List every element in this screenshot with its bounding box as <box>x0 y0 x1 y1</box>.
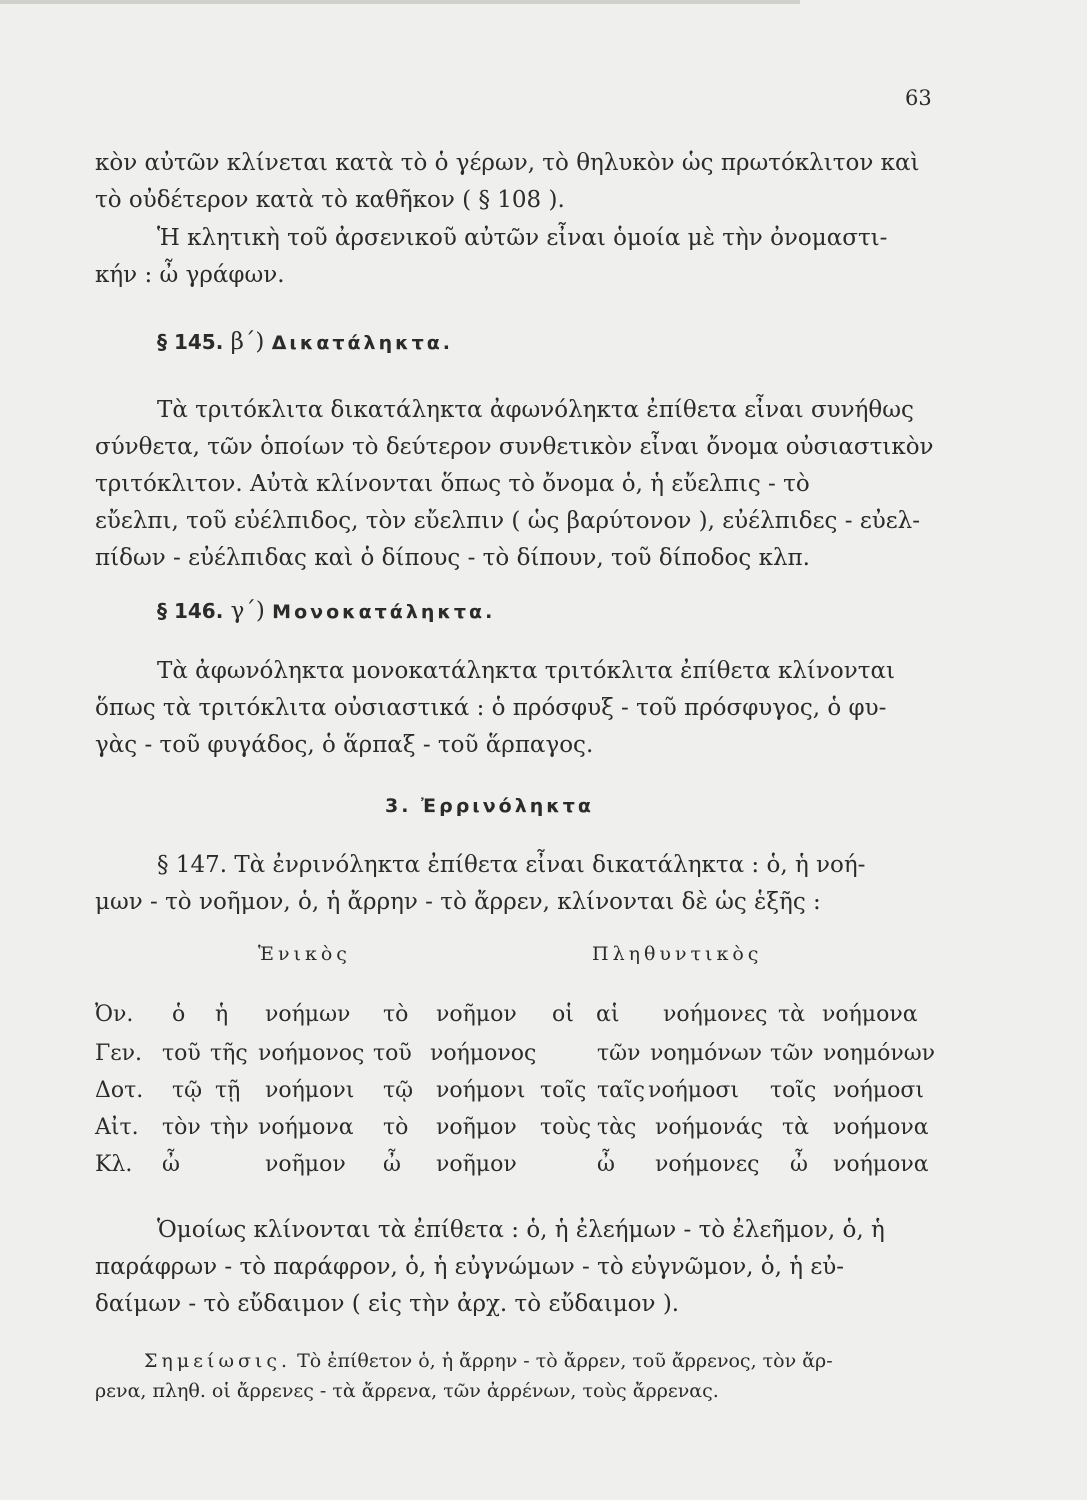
table-cell: νοήμονι <box>436 1078 526 1103</box>
paragraph-line: μων - τὸ νοῆμον, ὁ, ἡ ἄρρην - τὸ ἄρρεν, κλίνονται δὲ ὡς ἑξῆς : <box>95 889 821 915</box>
table-cell: νοήμονες <box>663 1002 768 1027</box>
table-cell: ὁ <box>172 1002 186 1027</box>
table-cell: νοημόνων <box>823 1041 936 1066</box>
table-cell: ἡ <box>215 1002 229 1027</box>
section-title: Μονοκατάληκτα. <box>272 601 496 623</box>
table-cell: τὸ <box>383 1002 409 1027</box>
section-letter: β΄) <box>230 329 265 355</box>
table-cell: τῷ <box>172 1078 203 1103</box>
note-label: Σημείωσις. <box>144 1350 292 1372</box>
paragraph-line: σύνθετα, τῶν ὁποίων τὸ δεύτερον συνθετικὸν εἶναι ὄνομα οὐσιαστικὸν <box>95 434 934 460</box>
table-cell: ὦ <box>383 1152 401 1177</box>
note-line <box>144 1348 934 1374</box>
table-cell: τὸ <box>383 1115 409 1140</box>
text-line: τὸ οὐδέτερον κατὰ τὸ καθῆκον ( § 108 ). <box>95 187 565 213</box>
plural-header: Πληθυντικὸς <box>592 943 763 965</box>
paragraph-line: εὔελπι, τοῦ εὐέλπιδος, τὸν εὔελπιν ( ὡς βαρύτονον ), εὐέλπιδες - εὐελ- <box>95 508 920 534</box>
paragraph-line: τριτόκλιτον. Αὐτὰ κλίνονται ὅπως τὸ ὄνομα ὁ, ἡ εὔελπις - τὸ <box>95 471 810 497</box>
paragraph-line: § 147. Τὰ ἐνρινόληκτα ἐπίθετα εἶναι δικατάληκτα : ὁ, ἡ νοή- <box>157 852 866 878</box>
paragraph-line: γὰς - τοῦ φυγάδος, ὁ ἅρπαξ - τοῦ ἅρπαγος. <box>95 732 594 758</box>
table-cell: νοήμονα <box>833 1152 929 1177</box>
table-cell: νοήμονος <box>430 1041 537 1066</box>
table-cell: νοήμων <box>265 1002 351 1027</box>
table-cell: νοήμονι <box>265 1078 355 1103</box>
paragraph-line: Ὁμοίως κλίνονται τὰ ἐπίθετα : ὁ, ἡ ἐλεήμων - τὸ ἐλεῆμον, ὁ, ἡ <box>157 1217 885 1243</box>
table-cell: αἱ <box>596 1002 620 1027</box>
case-label: Δοτ. <box>95 1078 144 1103</box>
paragraph-line: Τὰ τριτόκλιτα δικατάληκτα ἀφωνόληκτα ἐπίθετα εἶναι συνήθως <box>157 397 914 423</box>
table-cell: νοήμοσι <box>648 1078 739 1103</box>
table-cell: νοήμονα <box>833 1115 929 1140</box>
table-cell: τοὺς <box>540 1115 592 1140</box>
table-cell: οἱ <box>552 1002 574 1027</box>
page-number: 63 <box>905 86 932 110</box>
case-label: Κλ. <box>95 1152 133 1177</box>
table-cell: νοῆμον <box>436 1002 517 1027</box>
table-cell: τῆς <box>210 1041 248 1066</box>
table-cell: νοῆμον <box>265 1152 346 1177</box>
table-cell: τοῦ <box>162 1041 201 1066</box>
table-cell: τῇ <box>215 1078 241 1103</box>
table-cell: τὰς <box>597 1115 637 1140</box>
table-cell: ὦ <box>597 1152 615 1177</box>
singular-header: Ἑνικὸς <box>258 943 351 965</box>
table-cell: τῶν <box>597 1041 641 1066</box>
text-line: κὸν αὐτῶν κλίνεται κατὰ τὸ ὁ γέρων, τὸ θηλυκὸν ὡς πρωτόκλιτον καὶ <box>95 150 920 176</box>
table-cell: τῶν <box>770 1041 814 1066</box>
case-label: Ὀν. <box>95 1002 134 1027</box>
subsection-title: 3. Ἐρρινόληκτα <box>385 795 594 817</box>
table-cell: ὦ <box>162 1152 180 1177</box>
section-number: § 146. <box>157 599 224 623</box>
table-cell: τὰ <box>782 1115 810 1140</box>
paragraph-line: δαίμων - τὸ εὔδαιμον ( εἰς τὴν ἀρχ. τὸ εὔδαιμον ). <box>95 1291 680 1317</box>
section-title: Δικατάληκτα. <box>271 332 454 354</box>
section-145-heading <box>157 327 935 358</box>
table-cell: νοήμονα <box>258 1115 354 1140</box>
section-number: § 145. <box>157 330 224 354</box>
subsection-heading <box>385 790 785 821</box>
table-cell: τῷ <box>383 1078 414 1103</box>
table-cell: τοῖς <box>770 1078 817 1103</box>
table-cell: νοήμονα <box>822 1002 918 1027</box>
table-cell: τὸν <box>162 1115 201 1140</box>
table-cell: ὦ <box>790 1152 808 1177</box>
table-cell: νοήμοσι <box>833 1078 924 1103</box>
note-text: Τὸ ἐπίθετον ὁ, ἡ ἄρρην - τὸ ἄρρεν, τοῦ ἄρρενος, τὸν ἄρ- <box>297 1350 833 1372</box>
case-label: Αἰτ. <box>95 1115 139 1140</box>
table-cell: νοήμονες <box>655 1152 760 1177</box>
paragraph-line: παράφρων - τὸ παράφρον, ὁ, ἡ εὐγνώμων - τὸ εὐγνῶμον, ὁ, ἡ εὐ- <box>95 1254 845 1280</box>
case-label: Γεν. <box>95 1041 143 1066</box>
section-146-heading <box>157 596 935 627</box>
paragraph-line: πίδων - εὐέλπιδας καὶ ὁ δίπους - τὸ δίπουν, τοῦ δίποδος κλπ. <box>95 545 810 571</box>
table-cell: νοήμονάς <box>655 1115 763 1140</box>
table-cell: νοημόνων <box>650 1041 763 1066</box>
top-border <box>0 0 800 4</box>
table-cell: νοήμονος <box>258 1041 365 1066</box>
note-line: ρενα, πληθ. οἱ ἄρρενες - τὰ ἄρρενα, τῶν ἀρρένων, τοὺς ἄρρενας. <box>95 1380 719 1402</box>
table-cell: ταῖς <box>597 1078 645 1103</box>
table-cell: νοῆμον <box>436 1115 517 1140</box>
table-cell: τοῦ <box>373 1041 412 1066</box>
paragraph-line: Τὰ ἀφωνόληκτα μονοκατάληκτα τριτόκλιτα ἐπίθετα κλίνονται <box>157 658 896 684</box>
text-line: Ἡ κλητικὴ τοῦ ἀρσενικοῦ αὐτῶν εἶναι ὁμοία μὲ τὴν ὀνομαστι- <box>157 225 888 251</box>
section-letter: γ΄) <box>230 598 265 624</box>
table-cell: τὴν <box>210 1115 249 1140</box>
table-cell: νοῆμον <box>436 1152 517 1177</box>
paragraph-line: ὅπως τὰ τριτόκλιτα οὐσιαστικά : ὁ πρόσφυξ - τοῦ πρόσφυγος, ὁ φυ- <box>95 695 887 721</box>
text-line: κήν : ὦ γράφων. <box>95 262 285 288</box>
table-cell: τὰ <box>778 1002 806 1027</box>
table-cell: τοῖς <box>540 1078 587 1103</box>
